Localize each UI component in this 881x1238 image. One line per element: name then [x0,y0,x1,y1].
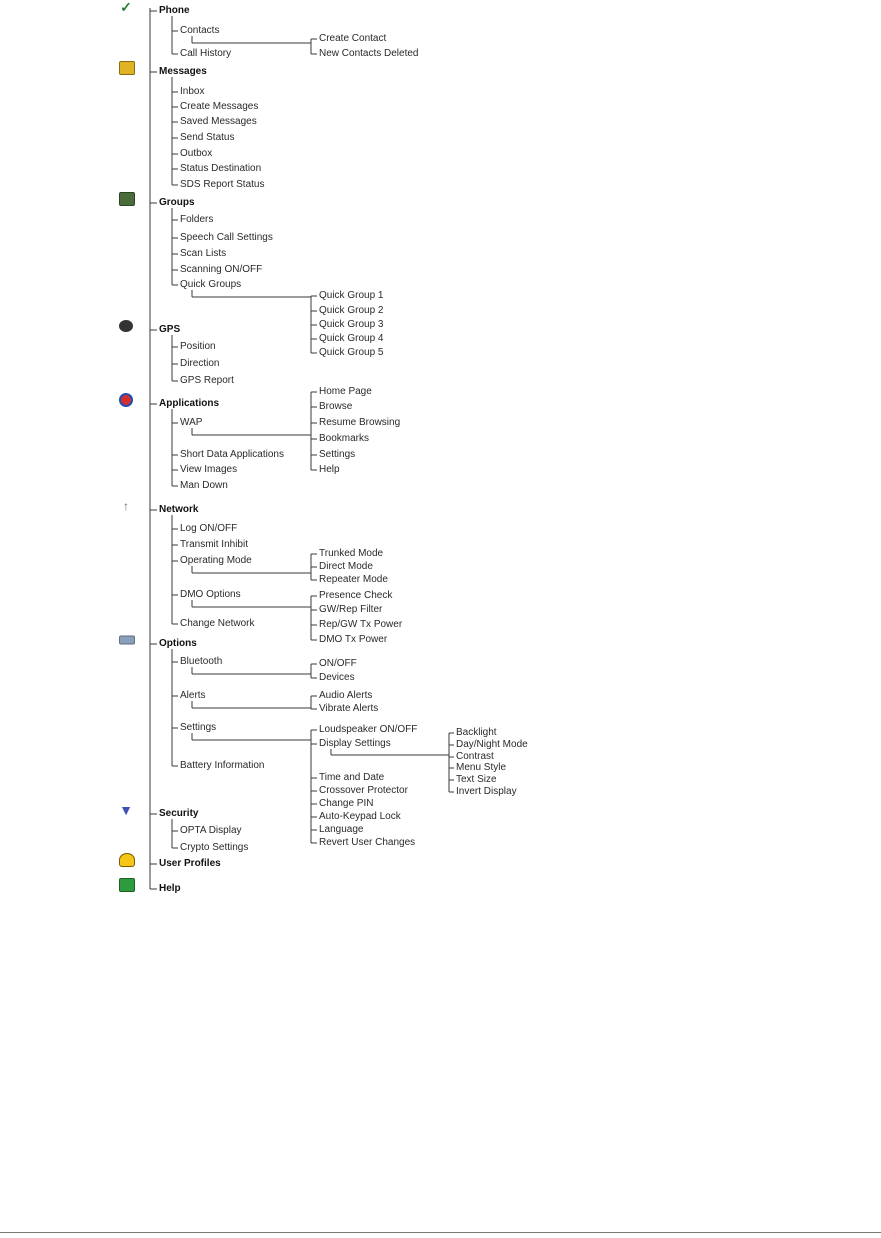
item-resume-browsing: Resume Browsing [319,417,401,428]
item-quick-group-3: Quick Group 3 [319,319,384,330]
item-scanning-on-off: Scanning ON/OFF [180,264,263,275]
menu-options: Options [159,638,197,649]
item-revert-user-changes: Revert User Changes [319,837,416,848]
item-new-contacts-deleted: New Contacts Deleted [319,48,419,59]
footer-rule [0,1232,881,1233]
item-gw-rep-filter: GW/Rep Filter [319,604,383,615]
item-alerts: Alerts [180,690,206,701]
menu-user-profiles: User Profiles [159,858,221,869]
item-quick-group-5: Quick Group 5 [319,347,384,358]
item-wap: WAP [180,417,203,428]
item-invert-display: Invert Display [456,786,517,797]
item-presence-check: Presence Check [319,590,393,601]
item-repeater-mode: Repeater Mode [319,574,388,585]
menu-help: Help [159,883,181,894]
network-icon: ↑ [123,499,129,513]
menu-groups: Groups [159,197,195,208]
item-battery-information: Battery Information [180,760,265,771]
item-quick-group-2: Quick Group 2 [319,305,384,316]
item-operating-mode: Operating Mode [180,555,252,566]
menu-applications: Applications [159,398,220,409]
item-auto-keypad-lock: Auto-Keypad Lock [319,811,401,822]
item-on-off: ON/OFF [319,658,357,669]
item-rep-gw-tx-power: Rep/GW Tx Power [319,619,403,630]
item-help: Help [319,464,340,475]
item-create-contact: Create Contact [319,33,387,44]
user-profiles-icon [119,853,135,867]
item-short-data-applications: Short Data Applications [180,449,284,460]
item-quick-group-4: Quick Group 4 [319,333,384,344]
messages-icon [119,61,135,75]
item-scan-lists: Scan Lists [180,248,227,259]
item-change-pin: Change PIN [319,798,374,809]
options-icon [119,636,135,645]
menu-network: Network [159,504,199,515]
phone-icon: ✓ [120,0,132,15]
item-opta-display: OPTA Display [180,825,242,836]
item-sds-report-status: SDS Report Status [180,179,265,190]
item-browse: Browse [319,401,353,412]
item-crypto-settings: Crypto Settings [180,842,249,853]
item-bluetooth: Bluetooth [180,656,223,667]
item-status-destination: Status Destination [180,163,262,174]
item-language: Language [319,824,364,835]
item-home-page: Home Page [319,386,372,397]
menu-phone: Phone [159,5,190,16]
item-transmit-inhibit: Transmit Inhibit [180,539,248,550]
item-backlight: Backlight [456,727,497,738]
item-dmo-tx-power: DMO Tx Power [319,634,388,645]
item-saved-messages: Saved Messages [180,116,257,127]
menu-gps: GPS [159,324,181,335]
item-send-status: Send Status [180,132,235,143]
item-day-night-mode: Day/Night Mode [456,739,528,750]
item-contrast: Contrast [456,751,494,762]
item-quick-group-1: Quick Group 1 [319,290,384,301]
item-vibrate-alerts: Vibrate Alerts [319,703,379,714]
item-create-messages: Create Messages [180,101,259,112]
item-quick-groups: Quick Groups [180,279,242,290]
item-settings: Settings [319,449,356,460]
item-devices: Devices [319,672,355,683]
item-view-images: View Images [180,464,238,475]
item-inbox: Inbox [180,86,205,97]
groups-icon [119,192,135,206]
menu-security: Security [159,808,199,819]
item-call-history: Call History [180,48,232,59]
item-loudspeaker-on-off: Loudspeaker ON/OFF [319,724,418,735]
help-icon [119,878,135,892]
item-gps-report: GPS Report [180,375,234,386]
item-direct-mode: Direct Mode [319,561,373,572]
item-position: Position [180,341,216,352]
item-dmo-options: DMO Options [180,589,241,600]
item-crossover-protector: Crossover Protector [319,785,408,796]
item-folders: Folders [180,214,214,225]
item-change-network: Change Network [180,618,255,629]
item-menu-style: Menu Style [456,762,507,773]
applications-icon [119,393,133,407]
item-contacts: Contacts [180,25,220,36]
item-time-and-date: Time and Date [319,772,385,783]
gps-icon [119,320,133,332]
item-log-on-off: Log ON/OFF [180,523,238,534]
item-display-settings: Display Settings [319,738,391,749]
item-audio-alerts: Audio Alerts [319,690,373,701]
item-man-down: Man Down [180,480,228,491]
item-speech-call-settings: Speech Call Settings [180,232,273,243]
security-icon: ▼ [119,802,133,818]
item-trunked-mode: Trunked Mode [319,548,384,559]
item-text-size: Text Size [456,774,497,785]
item-bookmarks: Bookmarks [319,433,370,444]
menu-messages: Messages [159,66,207,77]
item-outbox: Outbox [180,148,213,159]
item-direction: Direction [180,358,220,369]
item-settings: Settings [180,722,217,733]
